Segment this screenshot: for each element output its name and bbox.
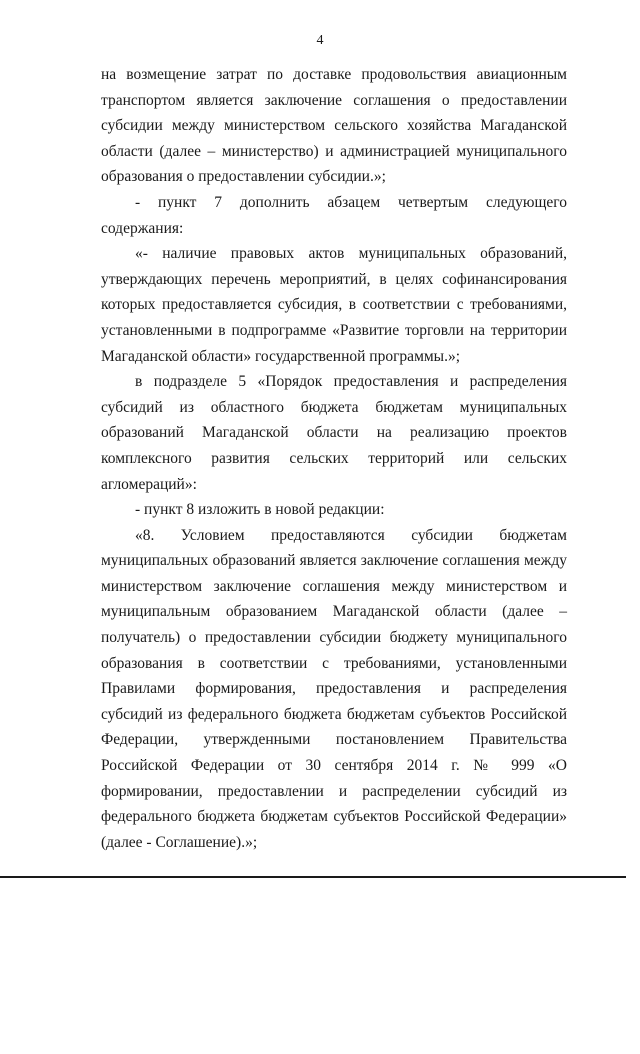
page-number: 4 <box>316 33 324 48</box>
document-body <box>101 62 567 855</box>
paragraph-item-8: - пункт 8 изложить в новой редакции: <box>135 501 385 519</box>
paragraph-item-8-text: «8. Условием предоставляются субсидии бюджетам муниципальных образований является заключение соглашения между министерством заключение соглашения между министерством и муниципальным образованием Магаданской области (далее – получатель) о предоставлении субсидии бюджету муниципального образования в соответствии с требованиями, установленными Правилами формирования, предоставления и распределения субсидий из федерального бюджета бюджетам субъектов Российской Федерации, утвержденными постановлением Правительства Российской Федерации от 30 сентября 2014 г. № 999 «О формировании, предоставлении и распределении субсидий из федерального бюджета бюджетам субъектов Российской Федерации» (далее - Соглашение).»; <box>101 526 567 851</box>
paragraph-subsection-5: в подразделе 5 «Порядок предоставления и распределения субсидий из областного бюджета бюджетам муниципальных образований Магаданской области на реализацию проектов комплексного развития сельских территорий или сельских агломераций»: <box>101 373 567 493</box>
paragraph-continuation: на возмещение затрат по доставке продовольствия авиационным транспортом является заключение соглашения о предоставлении субсидии между министерством сельского хозяйства Магаданской области (далее – министерство) и администрацией муниципального образования о предоставлении субсидии.»; <box>101 66 567 186</box>
footer-divider <box>0 876 626 878</box>
paragraph-item-7-text: «- наличие правовых актов муниципальных образований, утверждающих перечень мероприятий, в целях софинансирования которых предоставляется субсидия, в соответствии с требованиями, установленными в подпрограмме «Развитие торговли на территории Магаданской области» государственной программы.»; <box>101 245 567 365</box>
paragraph-item-7: - пункт 7 дополнить абзацем четвертым следующего содержания: <box>101 193 567 237</box>
